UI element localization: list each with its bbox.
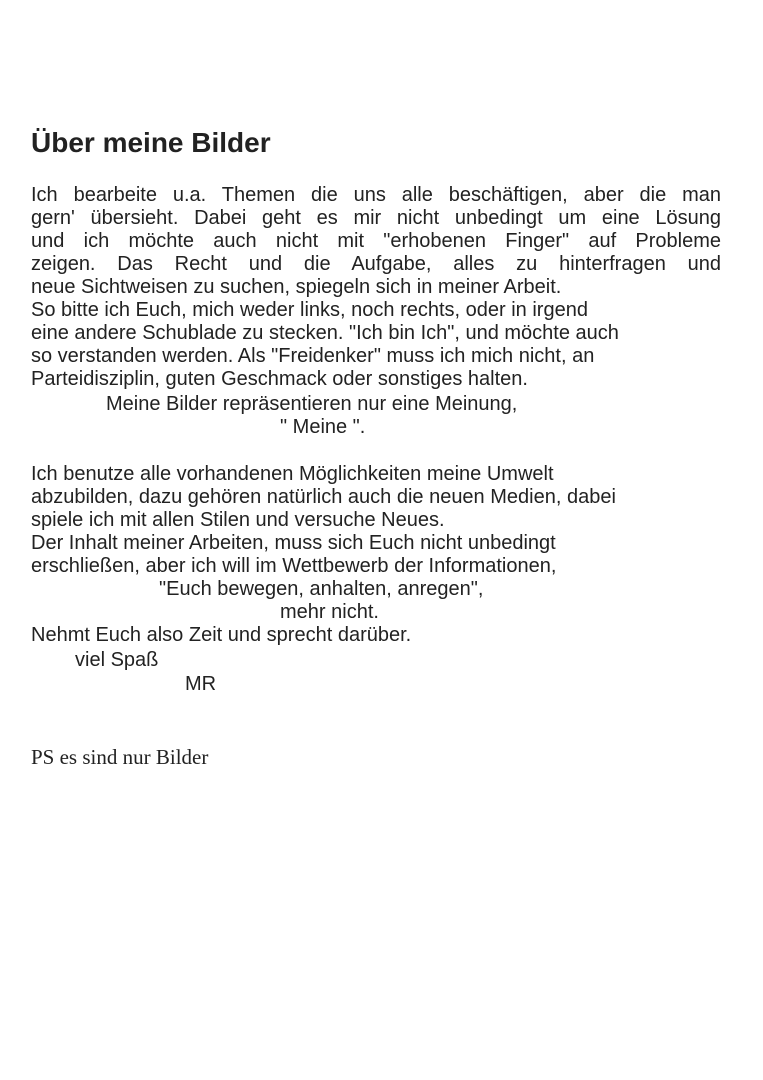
text-line: viel Spaß bbox=[75, 649, 159, 671]
text-line: Nehmt Euch also Zeit und sprecht darüber. bbox=[31, 624, 412, 646]
text-line: erschließen, aber ich will im Wettbewerb der Informationen, bbox=[31, 555, 557, 577]
text-line: Ich bearbeite u.a. Themen die uns alle beschäftigen, aber die man bbox=[31, 184, 721, 206]
text-line: gern' übersieht. Dabei geht es mir nicht unbedingt um eine Lösung bbox=[31, 207, 721, 229]
text-line: Ich benutze alle vorhandenen Möglichkeiten meine Umwelt bbox=[31, 463, 554, 485]
text-line: eine andere Schublade zu stecken. "Ich bin Ich", und möchte auch bbox=[31, 322, 619, 344]
text-line: mehr nicht. bbox=[280, 601, 379, 623]
text-line: " Meine ". bbox=[280, 416, 366, 438]
text-line: und ich möchte auch nicht mit "erhobenen Finger" auf Probleme bbox=[31, 230, 721, 252]
text-line: spiele ich mit allen Stilen und versuche Neues. bbox=[31, 509, 445, 531]
text-line: so verstanden werden. Als "Freidenker" muss ich mich nicht, an bbox=[31, 345, 595, 367]
text-line: abzubilden, dazu gehören natürlich auch die neuen Medien, dabei bbox=[31, 486, 616, 508]
text-line: Der Inhalt meiner Arbeiten, muss sich Euch nicht unbedingt bbox=[31, 532, 556, 554]
text-line: Meine Bilder repräsentieren nur eine Meinung, bbox=[106, 393, 518, 415]
text-line: "Euch bewegen, anhalten, anregen", bbox=[159, 578, 484, 600]
text-line: So bitte ich Euch, mich weder links, noch rechts, oder in irgend bbox=[31, 299, 588, 321]
page-title: Über meine Bilder bbox=[31, 127, 271, 158]
postscript: PS es sind nur Bilder bbox=[31, 745, 209, 769]
signature-initials: MR bbox=[185, 673, 217, 695]
text-line: zeigen. Das Recht und die Aufgabe, alles zu hinterfragen und bbox=[31, 253, 721, 275]
text-line: Parteidisziplin, guten Geschmack oder sonstiges halten. bbox=[31, 368, 528, 390]
text-line: neue Sichtweisen zu suchen, spiegeln sich in meiner Arbeit. bbox=[31, 276, 562, 298]
